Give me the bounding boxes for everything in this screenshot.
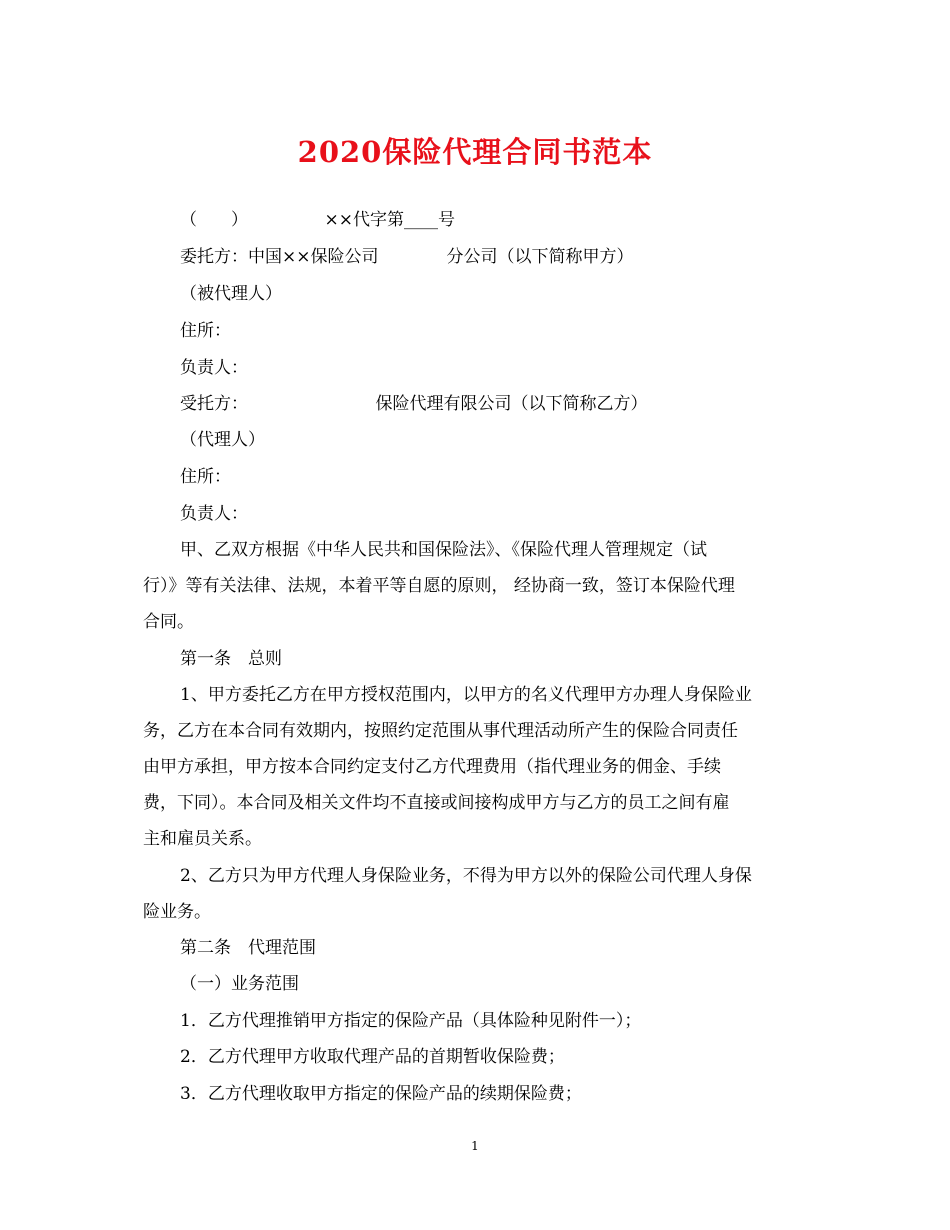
business-scope-heading: （一）业务范围 <box>180 974 299 994</box>
document-title: 2020保险代理合同书范本 <box>297 135 653 169</box>
principal-address-line: 住所： <box>180 321 231 341</box>
article-1-clause-1-line-4: 费，下同）。本合同及相关文件均不直接或间接构成甲方与乙方的员工之间有雇 <box>143 793 730 813</box>
principal-manager-line: 负责人： <box>180 358 248 378</box>
principal-line: 委托方：中国××保险公司 分公司（以下简称甲方） <box>180 247 634 267</box>
article-1-heading: 第一条 总则 <box>180 649 282 669</box>
contract-number-line: （ ） ××代字第____号 <box>180 210 455 230</box>
agent-manager-line: 负责人： <box>180 504 248 524</box>
article-1-clause-1-line-5: 主和雇员关系。 <box>143 829 262 849</box>
principal-role-line: （被代理人） <box>180 284 282 304</box>
article-1-clause-1-line-3: 由甲方承担，甲方按本合同约定支付乙方代理费用（指代理业务的佣金、手续 <box>143 757 721 777</box>
agent-line: 受托方： 保险代理有限公司（以下简称乙方） <box>180 394 648 414</box>
preamble-line-1: 甲、乙双方根据《中华人民共和国保险法》、《保险代理人管理规定（试 <box>180 540 707 560</box>
preamble-line-2: 行）》等有关法律、法规，本着平等自愿的原则， 经协商一致，签订本保险代理 <box>143 576 735 596</box>
page-number: 1 <box>471 1139 479 1153</box>
agent-role-line: （代理人） <box>180 430 265 450</box>
article-1-clause-1-line-2: 务，乙方在本合同有效期内，按照约定范围从事代理活动所产生的保险合同责任 <box>143 721 738 741</box>
article-1-clause-2-line-2: 险业务。 <box>143 902 211 922</box>
article-2-heading: 第二条 代理范围 <box>180 938 316 958</box>
article-1-clause-1-line-1: 1、甲方委托乙方在甲方授权范围内，以甲方的名义代理甲方办理人身保险业 <box>180 685 752 705</box>
scope-item-3: 3．乙方代理收取甲方指定的保险产品的续期保险费； <box>180 1084 582 1104</box>
agent-address-line: 住所： <box>180 467 231 487</box>
article-1-clause-2-line-1: 2、乙方只为甲方代理人身保险业务，不得为甲方以外的保险公司代理人身保 <box>180 866 752 886</box>
scope-item-1: 1．乙方代理推销甲方指定的保险产品（具体险种见附件一）； <box>180 1011 642 1031</box>
scope-item-2: 2．乙方代理甲方收取代理产品的首期暂收保险费； <box>180 1047 565 1067</box>
preamble-line-3: 合同。 <box>143 612 194 632</box>
